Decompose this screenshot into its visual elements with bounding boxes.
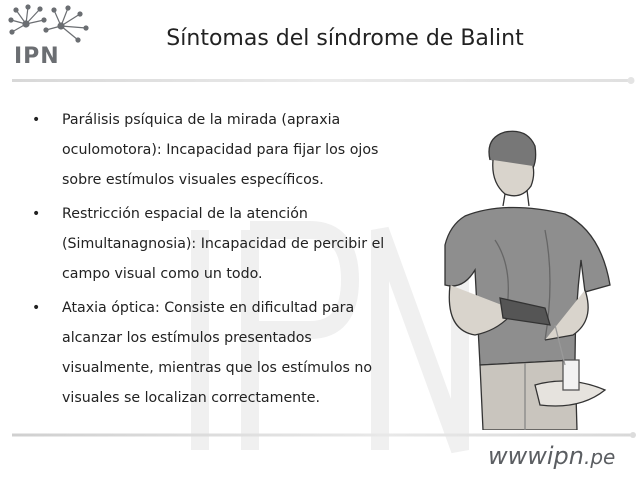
title-divider (12, 77, 637, 85)
bullet-text: Ataxia óptica: Consiste en dificultad para alcanzar los estímulos presentados visualmente, mientras que los estímulos no visuales se localizan correctamente. (62, 300, 373, 406)
ipn-logo (6, 4, 92, 74)
bottom-divider (12, 432, 637, 438)
symptom-list (32, 105, 402, 413)
footer-brand-name: wwwipn (488, 442, 584, 470)
list-item (32, 199, 402, 289)
logo-text: IPN (14, 44, 60, 69)
person-pouring-drink-illustration (405, 120, 630, 430)
slide-title: Síntomas del síndrome de Balint (166, 26, 524, 51)
bullet-text: Parálisis psíquica de la mirada (apraxia oculomotora): Incapacidad para fijar los ojos sobre estímulos visuales específicos. (62, 112, 379, 188)
bullet-marker: • (32, 206, 41, 222)
bullet-marker: • (32, 112, 41, 128)
bullet-text: Restricción espacial de la atención (Simultanagnosia): Incapacidad de percibir el campo visual como un todo. (62, 206, 385, 282)
footer-brand-tld: .pe (584, 445, 616, 469)
list-item (32, 293, 402, 413)
bullet-marker: • (32, 300, 41, 316)
footer-brand (488, 442, 615, 470)
list-item (32, 105, 402, 195)
